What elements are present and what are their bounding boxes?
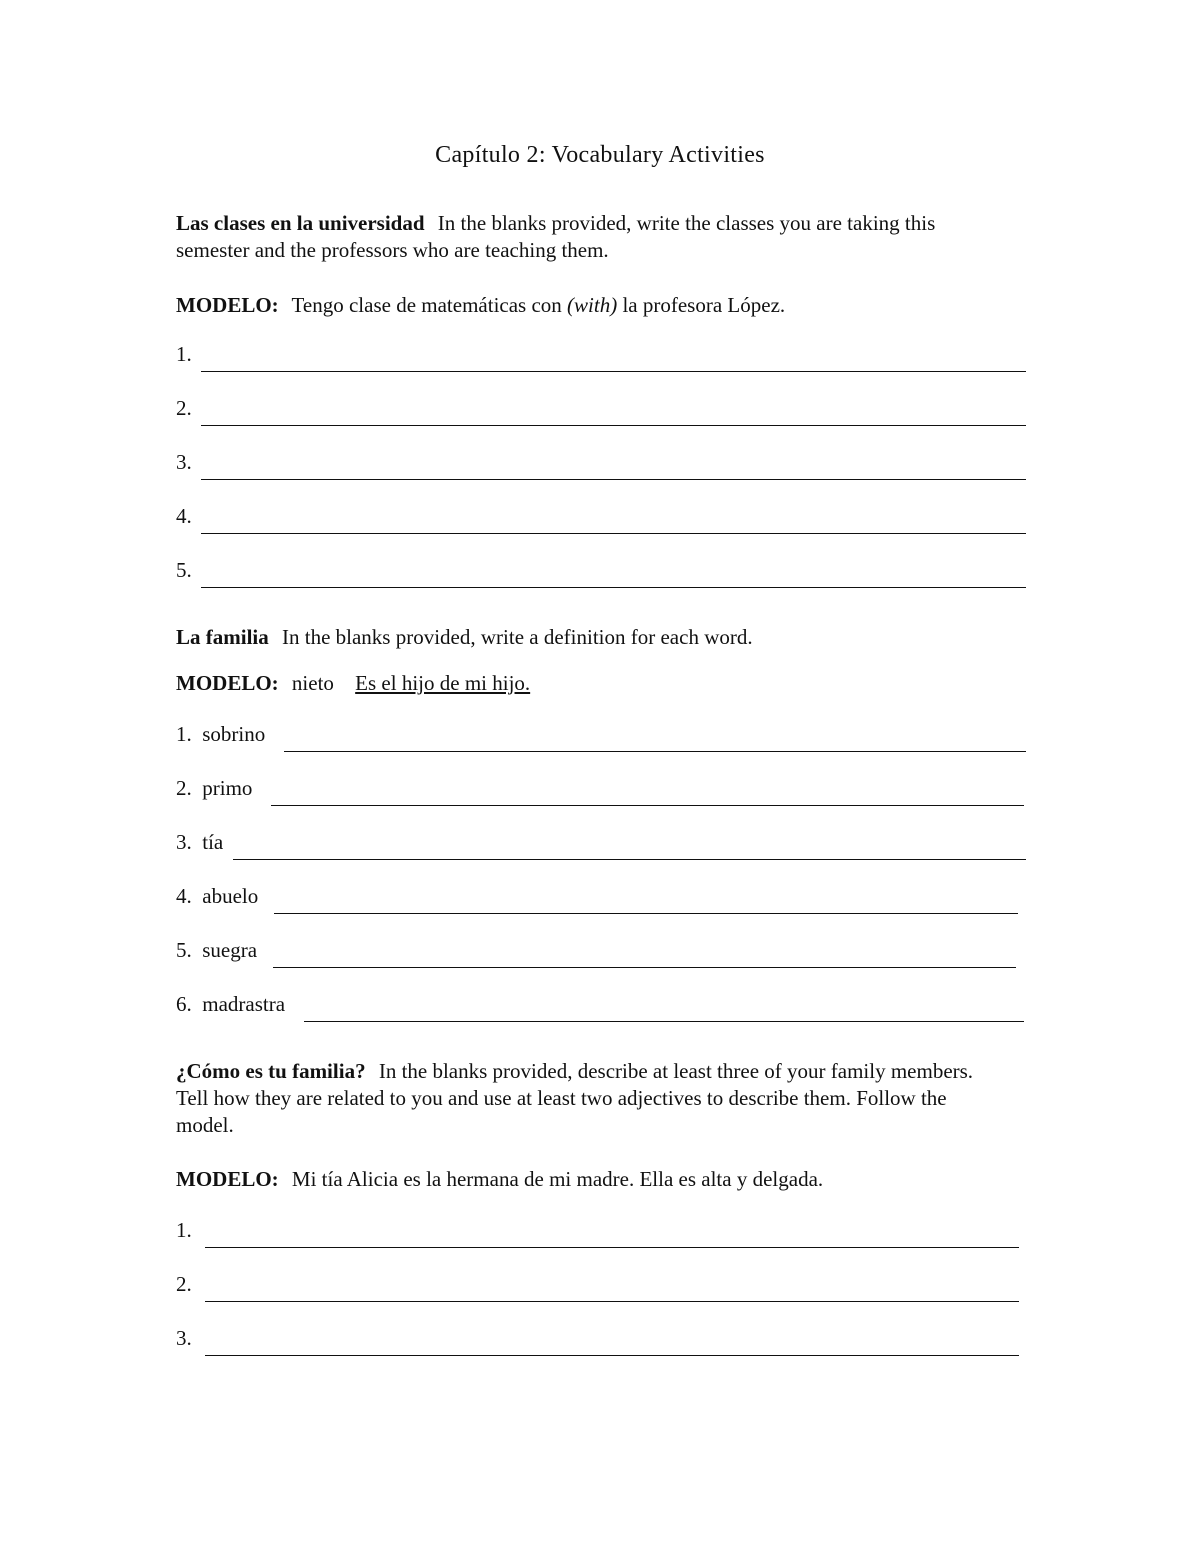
section1-model-italic: (with)	[567, 293, 618, 317]
section1-intro	[176, 210, 1006, 264]
item-label: 6. madrastra	[176, 992, 286, 1016]
section3-instructions: In the blanks provided, describe at least three of your family members. Tell how they are related to you and use at least two adjectives to describe them. Follow the model.	[176, 1059, 974, 1137]
item-number: 1.	[176, 1218, 192, 1242]
section3-item	[176, 1218, 1019, 1248]
answer-blank[interactable]	[274, 913, 1018, 914]
item-number: 2.	[176, 1272, 192, 1296]
section3-intro	[176, 1058, 1006, 1139]
section2-item	[176, 776, 1024, 806]
answer-blank[interactable]	[201, 371, 1026, 372]
answer-blank[interactable]	[205, 1355, 1019, 1356]
section2-intro	[176, 624, 1006, 651]
section2-model-answer: Es el hijo de mi hijo.	[355, 671, 531, 695]
section1-heading: Las clases en la universidad	[176, 211, 425, 235]
section1-model-label: MODELO:	[176, 293, 279, 317]
item-number: 3.	[176, 450, 192, 474]
section1-item	[176, 450, 1026, 480]
answer-blank[interactable]	[304, 1021, 1024, 1022]
answer-blank[interactable]	[271, 805, 1024, 806]
item-label: 5. suegra	[176, 938, 258, 962]
answer-blank[interactable]	[284, 751, 1026, 752]
section1-item	[176, 558, 1026, 588]
item-label: 4. abuelo	[176, 884, 259, 908]
answer-blank[interactable]	[201, 479, 1026, 480]
section3-model-text: Mi tía Alicia es la hermana de mi madre. Ella es alta y delgada.	[291, 1167, 824, 1191]
section2-model-label: MODELO:	[176, 671, 279, 695]
item-number: 3.	[176, 1326, 192, 1350]
answer-blank[interactable]	[201, 425, 1026, 426]
section1-item	[176, 396, 1026, 426]
answer-blank[interactable]	[273, 967, 1016, 968]
section2-heading: La familia	[176, 625, 269, 649]
section3-model-label: MODELO:	[176, 1167, 279, 1191]
section2-item	[176, 830, 1026, 860]
item-label: 2. primo	[176, 776, 253, 800]
section1-item	[176, 504, 1026, 534]
section2-model	[176, 670, 1006, 697]
item-number: 5.	[176, 558, 192, 582]
answer-blank[interactable]	[233, 859, 1026, 860]
section3-heading: ¿Cómo es tu familia?	[176, 1059, 366, 1083]
answer-blank[interactable]	[201, 587, 1026, 588]
item-label: 1. sobrino	[176, 722, 266, 746]
section1-model-text-after: la profesora López.	[622, 293, 786, 317]
page-title: Capítulo 2: Vocabulary Activities	[435, 142, 765, 168]
item-number: 2.	[176, 396, 192, 420]
section1-item	[176, 342, 1026, 372]
section1-model-text: Tengo clase de matemáticas con	[291, 293, 562, 317]
item-number: 1.	[176, 342, 192, 366]
section2-model-word: nieto	[291, 671, 334, 695]
section3-item	[176, 1272, 1019, 1302]
section1-model	[176, 292, 1006, 319]
answer-blank[interactable]	[201, 533, 1026, 534]
answer-blank[interactable]	[205, 1301, 1019, 1302]
answer-blank[interactable]	[205, 1247, 1019, 1248]
section2-item	[176, 722, 1026, 752]
section2-item	[176, 992, 1024, 1022]
section3-item	[176, 1326, 1019, 1356]
section2-item	[176, 884, 1018, 914]
section1-instructions: In the blanks provided, write the classes you are taking this semester and the professors who are teaching them.	[176, 211, 936, 262]
section3-model	[176, 1166, 1006, 1193]
item-number: 4.	[176, 504, 192, 528]
section2-instructions: In the blanks provided, write a definition for each word.	[282, 625, 753, 649]
item-label: 3. tía	[176, 830, 224, 854]
section2-item	[176, 938, 1016, 968]
